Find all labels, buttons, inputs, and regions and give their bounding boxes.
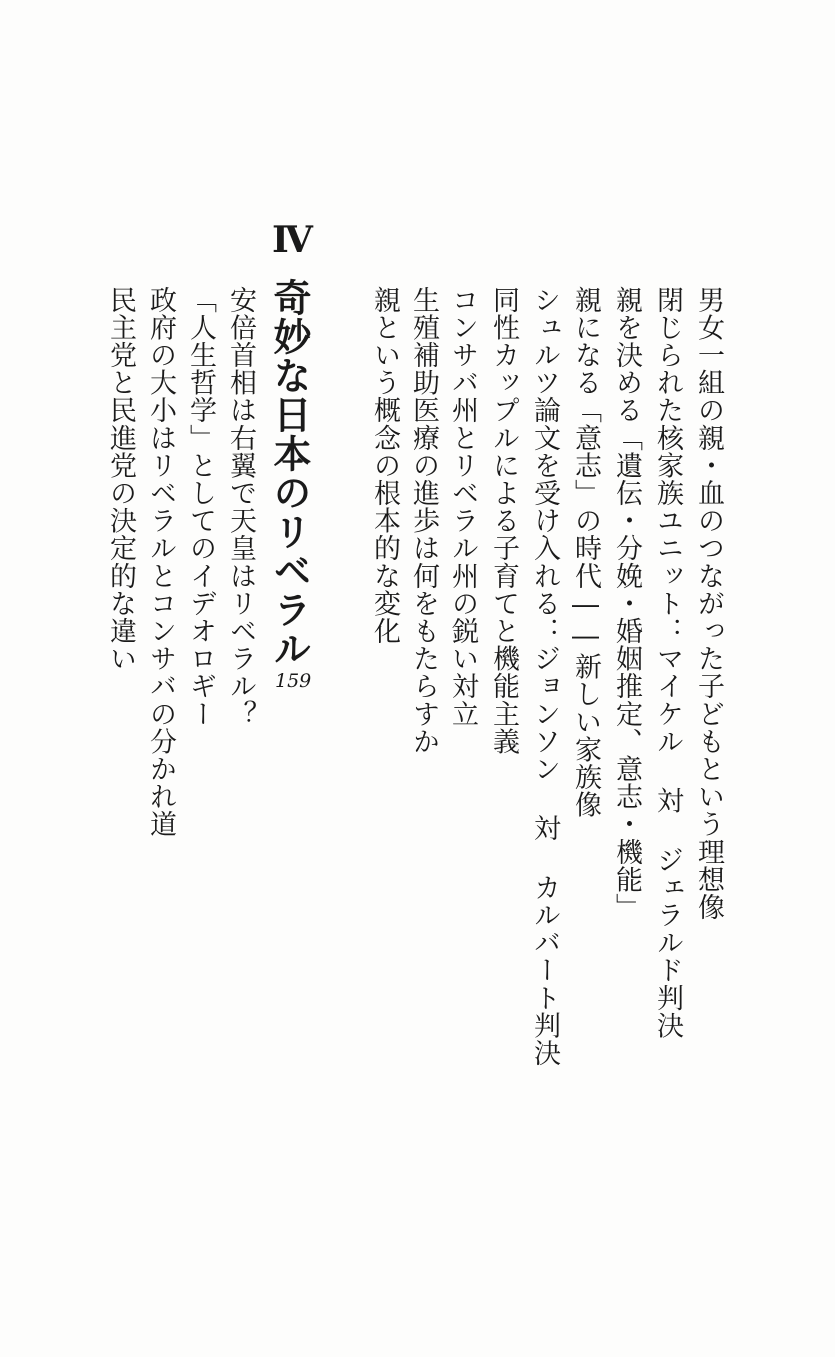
- toc-entry[interactable]: 「人生哲学」としてのイデオロギー: [185, 286, 216, 728]
- toc-entry[interactable]: 親を決める「遺伝・分娩・婚姻推定、意志・機能」: [611, 286, 642, 921]
- chapter-title[interactable]: 奇妙な日本のリベラル: [267, 278, 312, 668]
- chapter-number: Ⅳ: [272, 219, 311, 261]
- toc-entry[interactable]: 閉じられた核家族ユニット：マイケル 対 ジェラルド判決: [652, 286, 683, 1040]
- toc-entry[interactable]: シュルツ論文を受け入れる：ジョンソン 対 カルバート判決: [529, 286, 560, 1067]
- toc-entry[interactable]: 民主党と民進党の決定的な違い: [105, 286, 136, 673]
- toc-entry[interactable]: 政府の大小はリベラルとコンサバの分かれ道: [145, 286, 176, 838]
- toc-entry[interactable]: 同性カップルによる子育てと機能主義: [488, 286, 519, 756]
- toc-entry[interactable]: コンサバ州とリベラル州の鋭い対立: [447, 286, 478, 728]
- toc-entry[interactable]: 親になる「意志」の時代――新しい家族像: [570, 286, 601, 819]
- chapter-page-number: 159: [275, 670, 312, 692]
- toc-entry[interactable]: 生殖補助医療の進歩は何をもたらすか: [408, 286, 439, 756]
- toc-entry[interactable]: 親という概念の根本的な変化: [369, 286, 400, 645]
- toc-entry[interactable]: 男女一組の親・血のつながった子どもという理想像: [693, 286, 724, 921]
- toc-entry[interactable]: 安倍首相は右翼で天皇はリベラル？: [225, 286, 256, 728]
